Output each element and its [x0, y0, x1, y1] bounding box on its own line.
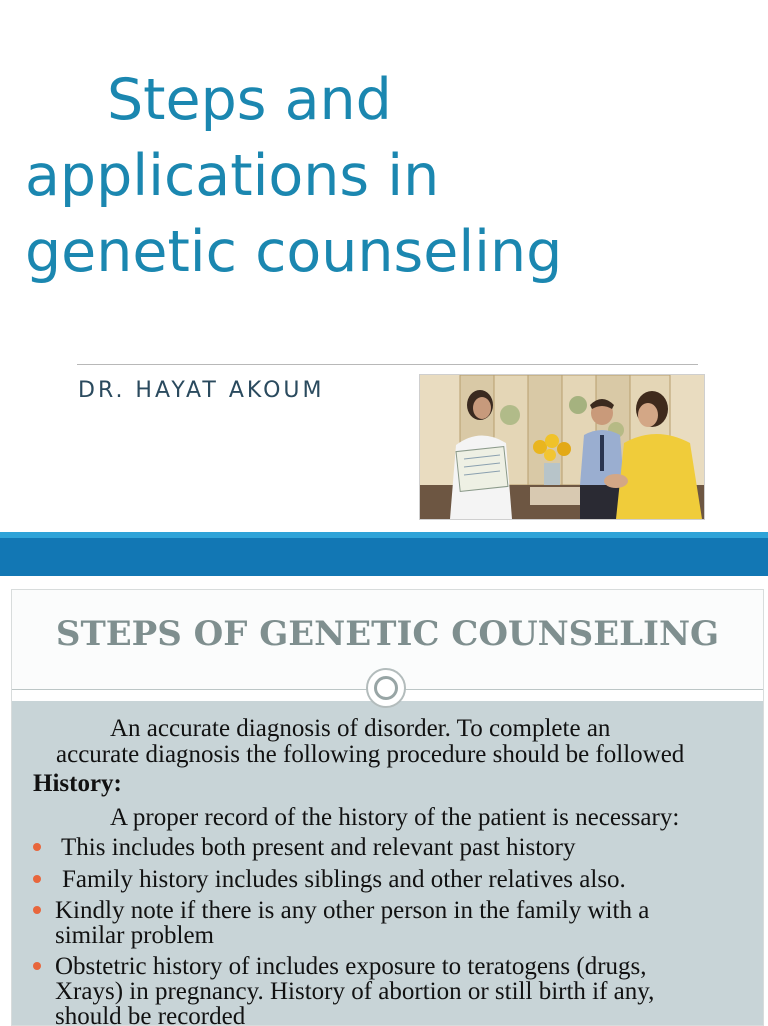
bullet-icon	[33, 962, 41, 970]
bullet-icon	[33, 875, 41, 883]
bullet-text: Xrays) in pregnancy. History of abortion or still birth if any,	[55, 978, 655, 1005]
section-intro: A proper record of the history of the patient is necessary:	[110, 804, 680, 831]
slide-title-line: genetic counseling	[25, 219, 563, 285]
ornament-ring	[374, 676, 398, 700]
slide-heading: STEPS OF GENETIC COUNSELING	[55, 614, 720, 654]
title-divider	[77, 364, 698, 365]
slide-title	[25, 62, 725, 290]
bullet-text: Family history includes siblings and other relatives also.	[62, 866, 626, 893]
footer-band	[0, 538, 768, 576]
author-name: DR. HAYAT AKOUM	[78, 378, 325, 403]
bullet-icon	[33, 906, 41, 914]
intro-line: accurate diagnosis the following procedure should be followed	[56, 741, 685, 768]
bullet-text: similar problem	[55, 922, 214, 949]
slide-title-line: Steps and	[107, 67, 392, 133]
intro-line: An accurate diagnosis of disorder. To complete an	[110, 715, 611, 742]
bullet-text: should be recorded	[55, 1003, 246, 1026]
content-slide	[11, 589, 764, 1026]
divider-ornament-icon	[366, 668, 406, 708]
section-heading: History:	[33, 770, 122, 797]
bullet-icon	[33, 843, 41, 851]
bullet-text: Kindly note if there is any other person in the family with a	[55, 897, 650, 924]
bullet-text: Obstetric history of includes exposure to teratogens (drugs,	[55, 953, 647, 980]
bullet-text: This includes both present and relevant past history	[61, 834, 576, 861]
slide-title-line: applications in	[25, 143, 440, 209]
counseling-session-photo	[419, 374, 705, 520]
